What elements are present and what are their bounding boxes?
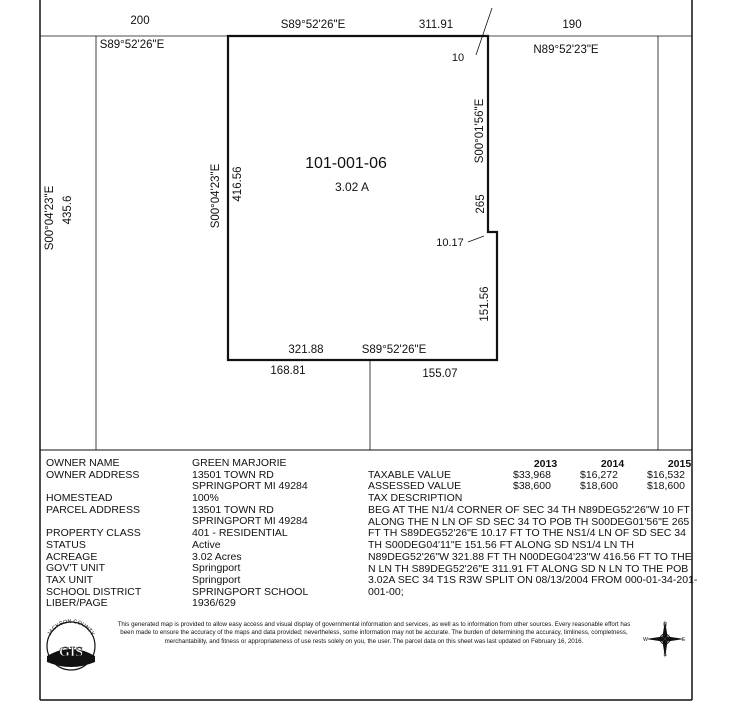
label-school-district: SCHOOL DISTRICT (46, 585, 142, 598)
record-values (192, 458, 308, 610)
taxable-value-2015: $16,532 (647, 468, 685, 481)
bottom-length-label: 321.88 (288, 344, 324, 356)
year-2014: 2014 (600, 458, 625, 470)
label-liber-page: LIBER/PAGE (46, 597, 108, 610)
record-labels (46, 458, 141, 610)
assessed-value-2014: $18,600 (580, 480, 618, 493)
leader-line-step (468, 236, 484, 242)
label-owner-name: OWNER NAME (46, 457, 120, 469)
leader-line-top (476, 8, 492, 55)
county-gis-logo (40, 616, 102, 672)
top-bearing-label: S89°52'26"E (280, 19, 346, 31)
value-tax-unit: Springport (192, 573, 241, 586)
assessed-value-2013: $38,600 (513, 480, 551, 493)
label-parcel-address: PARCEL ADDRESS (46, 503, 140, 516)
north-arrow-compass-icon (644, 618, 686, 660)
value-acreage: 3.02 Acres (192, 550, 242, 563)
label-homestead: HOMESTEAD (46, 492, 113, 505)
logo-ring-text: JACKSON COUNTY (46, 618, 96, 637)
label-status: STATUS (46, 538, 86, 551)
value-homestead: 100% (192, 492, 219, 505)
taxable-value-2014: $16,272 (580, 468, 618, 481)
taxable-value-label: TAXABLE VALUE (368, 468, 452, 481)
tax-values (368, 458, 714, 505)
parcel-id-label: 101-001-06 (305, 155, 387, 172)
top-length-label: 311.91 (418, 19, 454, 31)
far-left-length-label: 435.6 (62, 195, 74, 225)
label-owner-address: OWNER ADDRESS (46, 468, 140, 481)
parcel-acreage-label: 3.02 A (334, 180, 370, 194)
disclaimer-text: This generated map is provided to allow easy access and visual display of governmental information and services, as well as to information from other sources. Every reasonable effort has been made to ensure the accuracy of the maps and data provided; nevertheless, some information may not be accurate. The burden of determining the accuracy, timliness, completness, merchantability, and fitness or appropriateness of use rests solely on you, the user. The parcel data on this sheet was last updated on February 16, 2016. (117, 621, 631, 645)
right-top-bearing-label: N89°52'23"E (533, 44, 599, 56)
value-liber-page: 1936/629 (192, 597, 236, 610)
compass-e: E (682, 637, 686, 643)
compass-s: S (663, 652, 667, 658)
year-2013: 2013 (533, 458, 558, 470)
compass-n: N (663, 622, 667, 628)
right-upper-bearing-label: S00°01'56"E (474, 98, 486, 164)
tax-description-label: TAX DESCRIPTION (368, 492, 463, 505)
value-property-class: 401 - RESIDENTIAL (192, 527, 288, 540)
bottom-right-label: 155.07 (422, 368, 458, 380)
value-parcel-address-2: SPRINGPORT MI 49284 (192, 515, 308, 528)
far-left-bearing-label: S00°04'23"E (44, 185, 56, 251)
assessed-value-label: ASSESSED VALUE (368, 480, 462, 493)
top-right-neighbor-label: 190 (562, 19, 582, 31)
value-owner-address-2: SPRINGPORT MI 49284 (192, 480, 308, 493)
parcel-boundary[interactable] (228, 36, 497, 360)
value-govt-unit: Springport (192, 562, 241, 575)
value-status: Active (192, 538, 221, 551)
logo-gis-text: GIS (58, 645, 84, 660)
left-side-length-label: 416.56 (232, 166, 244, 202)
label-property-class: PROPERTY CLASS (46, 527, 141, 540)
label-govt-unit: GOV'T UNIT (46, 562, 105, 575)
right-upper-length-label: 265 (475, 194, 487, 214)
top-left-neighbor-label: 200 (130, 15, 150, 27)
right-lower-length-label: 151.56 (479, 286, 491, 322)
label-acreage: ACREAGE (46, 550, 98, 563)
value-owner-address-1: 13501 TOWN RD (192, 468, 274, 481)
bottom-left-label: 168.81 (270, 365, 306, 377)
compass-w: W (643, 637, 648, 643)
ten-top-label: 10 (451, 52, 465, 64)
left-side-bearing-label: S00°04'23"E (210, 163, 222, 229)
value-parcel-address-1: 13501 TOWN RD (192, 503, 274, 516)
year-2015: 2015 (667, 458, 692, 470)
left-top-bearing-label: S89°52'26"E (99, 39, 165, 51)
label-tax-unit: TAX UNIT (46, 573, 94, 586)
taxable-value-2013: $33,968 (513, 468, 551, 481)
assessed-value-2015: $18,600 (647, 480, 685, 493)
ten-step-label: 10.17 (436, 237, 464, 249)
value-school-district: SPRINGPORT SCHOOL (192, 585, 309, 598)
bottom-bearing-label: S89°52'26"E (361, 344, 427, 356)
tax-description-text: BEG AT THE N1/4 CORNER OF SEC 34 TH N89DEG52'26"W 10 FT ALONG THE N LN OF SD SEC 34 TO POB TH S00DEG01'56"E 265 FT TH S89DEG52'26"E 10.17 FT TO THE NS1/4 LN OF SD SEC 34 TH S00DEG04'11"E 151.56 FT ALONG SD NS1/4 LN TH N89DEG52'26"W 321.88 FT TH N00DEG04'23"W 416.56 FT TO THE N LN TH S89DEG52'26"E 311.91 FT ALONG SD N LN TO THE POB 3.02A SEC 34 T1S R3W SPLIT ON 08/13/2004 FROM 000-01-34-201-001-00; (368, 504, 698, 598)
value-owner-name: GREEN MARJORIE (192, 457, 287, 469)
